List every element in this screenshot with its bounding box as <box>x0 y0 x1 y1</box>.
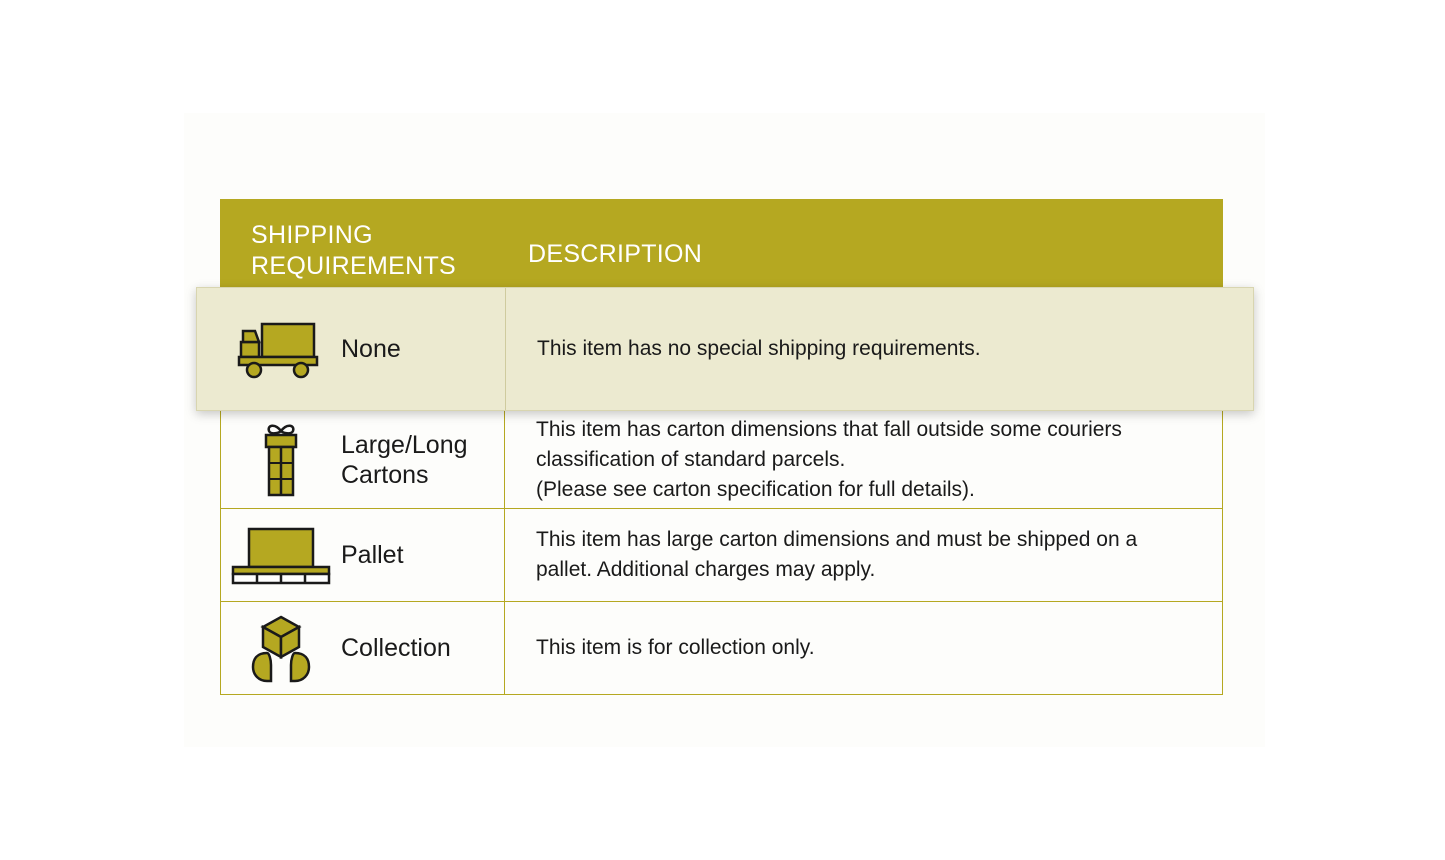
row-label-cell <box>220 411 505 508</box>
row-label: Collection <box>341 634 451 662</box>
description-line: classification of standard parcels. <box>536 447 846 471</box>
row-description: This item is for collection only. <box>536 636 815 659</box>
delivery-truck-icon <box>221 318 341 380</box>
row-description-cell <box>506 288 1231 410</box>
table-row[interactable] <box>196 287 1254 411</box>
row-description: This item has no special shipping requirements. <box>537 337 981 360</box>
row-label-cell <box>220 602 505 694</box>
description-line: This item has carton dimensions that fall outside some couriers <box>536 417 1122 441</box>
row-label: Pallet <box>341 541 404 569</box>
row-description-cell <box>505 509 1223 601</box>
long-carton-parcel-icon <box>221 419 341 501</box>
column-header-shipping-requirements: SHIPPING REQUIREMENTS <box>251 221 457 280</box>
description-line: This item has large carton dimensions and must be shipped on a <box>536 528 1138 551</box>
row-label-cell <box>220 509 505 601</box>
row-label: Large/Long Cartons <box>341 430 468 489</box>
table-row[interactable] <box>220 509 1223 602</box>
row-label-cell <box>221 288 506 410</box>
row-description-cell <box>505 602 1223 694</box>
row-label: None <box>341 335 401 363</box>
pallet-icon <box>221 521 341 589</box>
row-description <box>505 525 1157 585</box>
description-line: pallet. Additional charges may apply. <box>536 558 876 581</box>
table-row[interactable] <box>220 411 1223 509</box>
row-description <box>505 415 1142 505</box>
table-row[interactable] <box>220 602 1223 695</box>
column-header-description: DESCRIPTION <box>528 240 703 268</box>
row-description-cell <box>505 411 1223 508</box>
description-line: (Please see carton specification for full details). <box>536 477 975 501</box>
hands-holding-box-icon <box>221 609 341 687</box>
table-header <box>220 199 1223 287</box>
shipping-requirements-table <box>220 199 1223 695</box>
